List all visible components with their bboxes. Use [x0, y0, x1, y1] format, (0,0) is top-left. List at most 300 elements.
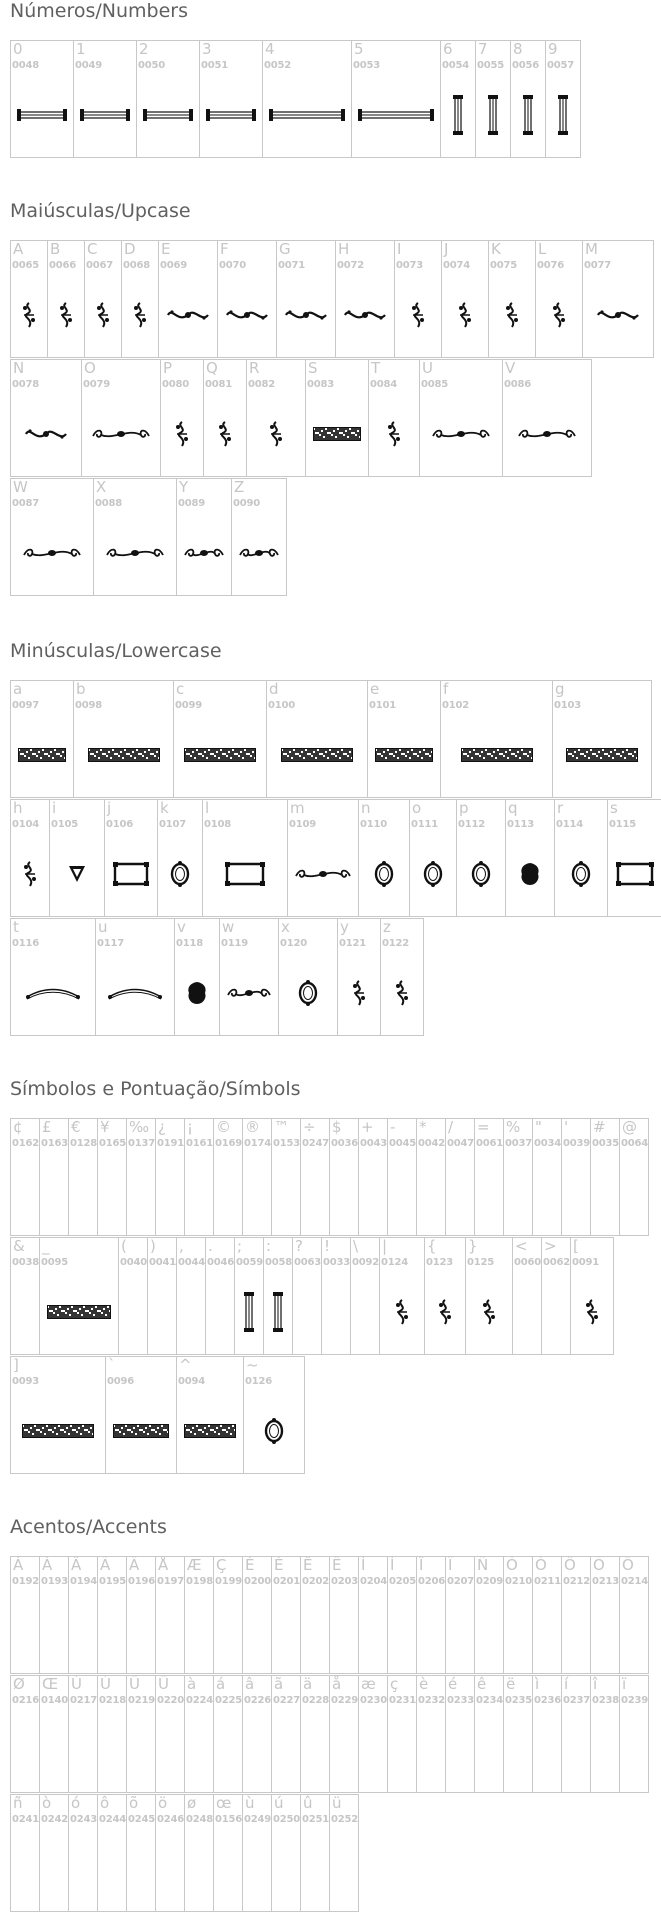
glyph-cell: [97, 1118, 127, 1236]
glyph-code-label: 0207: [447, 1576, 475, 1587]
glyph-char-label: 4: [265, 40, 275, 58]
glyph-char-label: N: [13, 359, 25, 377]
glyph-code-label: 0192: [12, 1576, 40, 1587]
glyph-char-label: m: [290, 799, 305, 817]
glyph-cell: [10, 1237, 40, 1355]
glyph-char-label: ": [535, 1118, 542, 1136]
glyph-cell: [271, 1556, 301, 1674]
glyph-cell: [561, 1675, 591, 1793]
glyph-ornament-icon: [368, 721, 440, 789]
glyph-char-label: ¡: [187, 1118, 194, 1136]
glyph-code-label: 0122: [382, 938, 410, 949]
glyph-char-label: F: [220, 240, 229, 258]
glyph-cell: [329, 1556, 359, 1674]
glyph-cell: [394, 240, 442, 358]
glyph-ornament-icon: [232, 519, 286, 587]
glyph-code-label: 0193: [41, 1576, 69, 1587]
glyph-char-label: ;: [237, 1237, 243, 1255]
glyph-code-label: 0191: [157, 1138, 185, 1149]
glyph-char-label: Ø: [13, 1675, 25, 1693]
glyph-char-label: &: [13, 1237, 25, 1255]
glyph-code-label: 0224: [186, 1695, 214, 1706]
glyph-code-label: 0248: [186, 1814, 214, 1825]
glyph-code-label: 0229: [331, 1695, 359, 1706]
glyph-code-label: 0050: [138, 60, 166, 71]
glyph-ornament-icon: [177, 519, 231, 587]
glyph-ornament-icon: [441, 81, 475, 149]
glyph-char-label: €: [71, 1118, 81, 1136]
glyph-code-label: 0214: [621, 1576, 649, 1587]
glyph-char-label: J: [444, 240, 449, 258]
glyph-cell: [278, 918, 338, 1036]
glyph-code-label: 0126: [245, 1376, 273, 1387]
glyph-code-label: 0068: [123, 260, 151, 271]
glyph-code-label: 0112: [458, 819, 486, 830]
glyph-char-label: å: [332, 1675, 342, 1693]
glyph-char-label: À: [13, 1556, 24, 1574]
glyph-cell: [387, 1556, 417, 1674]
glyph-ornament-icon: [204, 400, 246, 468]
glyph-char-label: u: [98, 918, 108, 936]
glyph-cell: [465, 1237, 513, 1355]
glyph-cell: [184, 1118, 214, 1236]
glyph-code-label: 0165: [99, 1138, 127, 1149]
glyph-char-label: =: [477, 1118, 490, 1136]
glyph-ornament-icon: [105, 840, 157, 908]
glyph-code-label: 0077: [584, 260, 612, 271]
glyph-ornament-icon: [175, 959, 219, 1027]
glyph-char-label: $: [332, 1118, 342, 1136]
glyph-code-label: 0116: [12, 938, 40, 949]
glyph-cell: [203, 359, 247, 477]
glyph-code-label: 0082: [248, 379, 276, 390]
glyph-ornament-icon: [203, 840, 287, 908]
glyph-char-label: û: [303, 1794, 313, 1812]
glyph-cell: [68, 1118, 98, 1236]
glyph-row: [10, 1675, 648, 1793]
glyph-char-label: ü: [332, 1794, 342, 1812]
glyph-ornament-icon: [441, 721, 552, 789]
glyph-code-label: 0235: [505, 1695, 533, 1706]
glyph-cell: [242, 1556, 272, 1674]
glyph-code-label: 0125: [467, 1257, 495, 1268]
glyph-char-label: è: [419, 1675, 429, 1693]
glyph-char-label: Ò: [506, 1556, 518, 1574]
glyph-code-label: 0064: [621, 1138, 649, 1149]
glyph-char-label: O: [84, 359, 96, 377]
glyph-char-label: K: [491, 240, 501, 258]
glyph-char-label: x: [281, 918, 290, 936]
glyph-char-label: (: [121, 1237, 127, 1255]
glyph-code-label: 0202: [302, 1576, 330, 1587]
glyph-code-label: 0236: [534, 1695, 562, 1706]
glyph-char-label: C: [87, 240, 98, 258]
glyph-code-label: 0035: [592, 1138, 620, 1149]
glyph-code-label: 0067: [86, 260, 114, 271]
glyph-char-label: í: [564, 1675, 569, 1693]
glyph-ornament-icon: [40, 1278, 118, 1346]
glyph-code-label: 0102: [442, 700, 470, 711]
glyph-code-label: 0113: [507, 819, 535, 830]
glyph-ornament-icon: [11, 519, 93, 587]
glyph-code-label: 0199: [215, 1576, 243, 1587]
glyph-ornament-icon: [536, 281, 582, 349]
glyph-cell: [39, 1794, 69, 1912]
glyph-ornament-icon: [161, 400, 203, 468]
glyph-char-label: ñ: [13, 1794, 23, 1812]
glyph-code-label: 0197: [157, 1576, 185, 1587]
glyph-cell: [502, 359, 592, 477]
glyph-char-label: Ì: [361, 1556, 366, 1574]
glyph-row: [10, 478, 286, 596]
glyph-char-label: Ï: [448, 1556, 453, 1574]
glyph-cell: [409, 799, 457, 917]
glyph-code-label: 0086: [504, 379, 532, 390]
glyph-ornament-icon: [11, 840, 49, 908]
glyph-cell: [335, 240, 395, 358]
glyph-code-label: 0071: [278, 260, 306, 271]
glyph-ornament-icon: [503, 400, 591, 468]
glyph-cell: [184, 1556, 214, 1674]
glyph-code-label: 0099: [175, 700, 203, 711]
glyph-cell: [68, 1556, 98, 1674]
glyph-cell: [10, 359, 82, 477]
glyph-cell: [300, 1118, 330, 1236]
glyph-cell: [263, 1237, 293, 1355]
glyph-ornament-icon: [11, 81, 73, 149]
glyph-cell: [287, 799, 359, 917]
glyph-cell: [126, 1675, 156, 1793]
glyph-code-label: 0057: [547, 60, 575, 71]
glyph-ornament-icon: [336, 281, 394, 349]
glyph-code-label: 0227: [273, 1695, 301, 1706]
glyph-ornament-icon: [218, 281, 276, 349]
glyph-cell: [160, 359, 204, 477]
glyph-code-label: 0066: [49, 260, 77, 271]
glyph-cell: [474, 1556, 504, 1674]
glyph-cell: [358, 1675, 388, 1793]
glyph-char-label: Ü: [158, 1675, 169, 1693]
glyph-cell: [321, 1237, 351, 1355]
glyph-code-label: 0107: [159, 819, 187, 830]
glyph-char-label: >: [544, 1237, 557, 1255]
glyph-cell: [387, 1675, 417, 1793]
glyph-code-label: 0041: [149, 1257, 177, 1268]
glyph-code-label: 0079: [83, 379, 111, 390]
glyph-row: [10, 1356, 304, 1474]
glyph-cell: [217, 240, 277, 358]
glyph-code-label: 0096: [107, 1376, 135, 1387]
glyph-cell: [219, 918, 279, 1036]
glyph-cell: [590, 1118, 620, 1236]
glyph-ornament-icon: [352, 81, 440, 149]
glyph-cell: [262, 40, 352, 158]
glyph-code-label: 0206: [418, 1576, 446, 1587]
glyph-char-label: G: [279, 240, 291, 258]
glyph-ornament-icon: [122, 281, 158, 349]
glyph-char-label: e: [370, 680, 380, 698]
glyph-char-label: E: [161, 240, 171, 258]
glyph-code-label: 0100: [268, 700, 296, 711]
glyph-cell: [49, 799, 105, 917]
glyph-ornament-icon: [583, 281, 653, 349]
glyph-char-label: ó: [71, 1794, 81, 1812]
glyph-char-label: B: [50, 240, 61, 258]
glyph-cell: [184, 1794, 214, 1912]
glyph-char-label: A: [13, 240, 24, 258]
glyph-cell: [10, 680, 74, 798]
glyph-cell: [271, 1794, 301, 1912]
glyph-code-label: 0238: [592, 1695, 620, 1706]
glyph-cell: [104, 799, 158, 917]
glyph-row: [10, 1556, 648, 1674]
glyph-ornament-icon: [85, 281, 121, 349]
glyph-cell: [368, 359, 420, 477]
glyph-char-label: 7: [478, 40, 488, 58]
glyph-char-label: Ô: [564, 1556, 576, 1574]
glyph-cell: [118, 1237, 148, 1355]
glyph-cell: [155, 1794, 185, 1912]
glyph-cell: [424, 1237, 466, 1355]
glyph-code-label: 0039: [563, 1138, 591, 1149]
glyph-char-label: }: [468, 1237, 478, 1255]
glyph-cell: [619, 1556, 649, 1674]
glyph-cell: [213, 1794, 243, 1912]
glyph-code-label: 0169: [215, 1138, 243, 1149]
glyph-cell: [590, 1556, 620, 1674]
glyph-code-label: 0044: [178, 1257, 206, 1268]
glyph-code-label: 0242: [41, 1814, 69, 1825]
glyph-cell: [97, 1675, 127, 1793]
glyph-cell: [205, 1237, 235, 1355]
glyph-char-label: Í: [390, 1556, 395, 1574]
glyph-char-label: Å: [158, 1556, 169, 1574]
glyph-ornament-icon: [244, 1397, 304, 1465]
glyph-char-label: r: [557, 799, 564, 817]
glyph-char-label: p: [459, 799, 469, 817]
glyph-cell: [445, 1675, 475, 1793]
glyph-code-label: 0137: [128, 1138, 156, 1149]
glyph-ornament-icon: [267, 721, 367, 789]
glyph-cell: [10, 1675, 40, 1793]
glyph-code-label: 0111: [411, 819, 439, 830]
glyph-cell: [300, 1794, 330, 1912]
glyph-code-label: 0084: [370, 379, 398, 390]
glyph-char-label: Á: [42, 1556, 53, 1574]
glyph-char-label: H: [338, 240, 350, 258]
glyph-cell: [202, 799, 288, 917]
glyph-ornament-icon: [11, 1397, 105, 1465]
glyph-char-label: 1: [76, 40, 86, 58]
glyph-code-label: 0118: [176, 938, 204, 949]
glyph-char-label: 5: [354, 40, 364, 58]
glyph-char-label: ¿: [158, 1118, 166, 1136]
glyph-cell: [474, 1675, 504, 1793]
glyph-cell: [176, 478, 232, 596]
glyph-char-label: ù: [245, 1794, 255, 1812]
glyph-char-label: ,: [179, 1237, 184, 1255]
glyph-cell: [126, 1794, 156, 1912]
glyph-code-label: 0247: [302, 1138, 330, 1149]
glyph-ornament-icon: [410, 840, 456, 908]
glyph-cell: [380, 918, 424, 1036]
glyph-char-label: õ: [129, 1794, 139, 1812]
glyph-code-label: 0089: [178, 498, 206, 509]
glyph-cell: [337, 918, 381, 1036]
glyph-code-label: 0114: [556, 819, 584, 830]
glyph-cell: [532, 1118, 562, 1236]
glyph-cell: [474, 1118, 504, 1236]
glyph-char-label: ø: [187, 1794, 197, 1812]
glyph-cell: [10, 799, 50, 917]
glyph-char-label: á: [216, 1675, 226, 1693]
glyph-char-label: |: [382, 1237, 388, 1255]
glyph-cell: [213, 1118, 243, 1236]
glyph-code-label: 0216: [12, 1695, 40, 1706]
glyph-ornament-icon: [264, 1278, 292, 1346]
glyph-code-label: 0072: [337, 260, 365, 271]
glyph-char-label: a: [13, 680, 23, 698]
glyph-code-label: 0076: [537, 260, 565, 271]
glyph-code-label: 0156: [215, 1814, 243, 1825]
glyph-code-label: 0073: [396, 260, 424, 271]
glyph-ornament-icon: [177, 1397, 243, 1465]
glyph-code-label: 0091: [572, 1257, 600, 1268]
glyph-cell: [505, 799, 555, 917]
glyph-code-label: 0048: [12, 60, 40, 71]
glyph-code-label: 0045: [389, 1138, 417, 1149]
glyph-row: [10, 918, 423, 1036]
glyph-code-label: 0196: [128, 1576, 156, 1587]
glyph-char-label: Û: [129, 1675, 140, 1693]
glyph-char-label: £: [42, 1118, 52, 1136]
glyph-code-label: 0095: [41, 1257, 69, 1268]
glyph-ornament-icon: [546, 81, 580, 149]
glyph-cell: [387, 1118, 417, 1236]
glyph-char-label: U: [422, 359, 433, 377]
glyph-code-label: 0058: [265, 1257, 293, 1268]
glyph-ornament-icon: [380, 1278, 424, 1346]
glyph-char-label: ]: [13, 1356, 19, 1374]
glyph-cell: [213, 1556, 243, 1674]
glyph-cell: [416, 1556, 446, 1674]
glyph-cell: [155, 1675, 185, 1793]
glyph-code-label: 0036: [331, 1138, 359, 1149]
glyph-cell: [39, 1675, 69, 1793]
glyph-code-label: 0225: [215, 1695, 243, 1706]
glyph-ornament-icon: [11, 400, 81, 468]
glyph-cell: [10, 918, 96, 1036]
glyph-code-label: 0070: [219, 260, 247, 271]
glyph-cell: [358, 1118, 388, 1236]
glyph-code-label: 0062: [543, 1257, 571, 1268]
glyph-row: [10, 1237, 613, 1355]
glyph-cell: [10, 1556, 40, 1674]
glyph-ornament-icon: [425, 1278, 465, 1346]
glyph-char-label: ì: [535, 1675, 540, 1693]
glyph-char-label: ã: [274, 1675, 284, 1693]
glyph-cell: [242, 1794, 272, 1912]
glyph-code-label: 0203: [331, 1576, 359, 1587]
glyph-char-label: œ: [216, 1794, 232, 1812]
glyph-char-label: î: [593, 1675, 598, 1693]
glyph-char-label: Ç: [216, 1556, 227, 1574]
glyph-char-label: M: [585, 240, 598, 258]
glyph-cell: [440, 680, 553, 798]
glyph-char-label: V: [505, 359, 516, 377]
glyph-char-label: I: [397, 240, 402, 258]
glyph-ornament-icon: [457, 840, 505, 908]
glyph-row: [10, 40, 580, 158]
glyph-cell: [532, 1675, 562, 1793]
glyph-ornament-icon: [381, 959, 423, 1027]
glyph-char-label: :: [266, 1237, 272, 1255]
glyph-code-label: 0120: [280, 938, 308, 949]
glyph-ornament-icon: [279, 959, 337, 1027]
glyph-cell: [532, 1556, 562, 1674]
glyph-ornament-icon: [338, 959, 380, 1027]
glyph-code-label: 0233: [447, 1695, 475, 1706]
glyph-char-label: b: [76, 680, 86, 698]
glyph-ornament-icon: [288, 840, 358, 908]
glyph-char-label: Ó: [535, 1556, 547, 1574]
glyph-char-label: {: [427, 1237, 437, 1255]
glyph-code-label: 0033: [323, 1257, 351, 1268]
glyph-cell: [266, 680, 368, 798]
glyph-char-label: <: [515, 1237, 528, 1255]
glyph-cell: [441, 240, 489, 358]
glyph-char-label: \: [353, 1237, 359, 1255]
glyph-char-label: ò: [42, 1794, 52, 1812]
glyph-cell: [81, 359, 161, 477]
glyph-code-label: 0174: [244, 1138, 272, 1149]
glyph-char-label: X: [96, 478, 107, 496]
glyph-cell: [554, 799, 608, 917]
glyph-cell: [246, 359, 306, 477]
glyph-char-label: #: [593, 1118, 606, 1136]
glyph-code-label: 0049: [75, 60, 103, 71]
glyph-cell: [105, 1356, 177, 1474]
glyph-ornament-icon: [235, 1278, 263, 1346]
glyph-ornament-icon: [247, 400, 305, 468]
glyph-char-label: à: [187, 1675, 197, 1693]
glyph-char-label: 8: [513, 40, 523, 58]
glyph-char-label: Æ: [187, 1556, 202, 1574]
glyph-ornament-icon: [74, 81, 136, 149]
glyph-cell: [512, 1237, 542, 1355]
glyph-code-label: 0056: [512, 60, 540, 71]
glyph-code-label: 0201: [273, 1576, 301, 1587]
glyph-char-label: ç: [390, 1675, 399, 1693]
glyph-ornament-icon: [106, 1397, 176, 1465]
glyph-char-label: Î: [419, 1556, 424, 1574]
glyph-char-label: Õ: [593, 1556, 605, 1574]
glyph-code-label: 0162: [12, 1138, 40, 1149]
glyph-code-label: 0211: [534, 1576, 562, 1587]
glyph-code-label: 0040: [120, 1257, 148, 1268]
glyph-code-label: 0097: [12, 700, 40, 711]
glyph-char-label: Ú: [100, 1675, 111, 1693]
glyph-char-label: 2: [139, 40, 149, 58]
glyph-cell: [242, 1675, 272, 1793]
glyph-ornament-icon: [11, 281, 47, 349]
glyph-ornament-icon: [50, 840, 104, 908]
glyph-code-label: 0101: [369, 700, 397, 711]
glyph-cell: [95, 918, 175, 1036]
glyph-code-label: 0083: [307, 379, 335, 390]
glyph-cell: [271, 1118, 301, 1236]
glyph-cell: [350, 1237, 380, 1355]
